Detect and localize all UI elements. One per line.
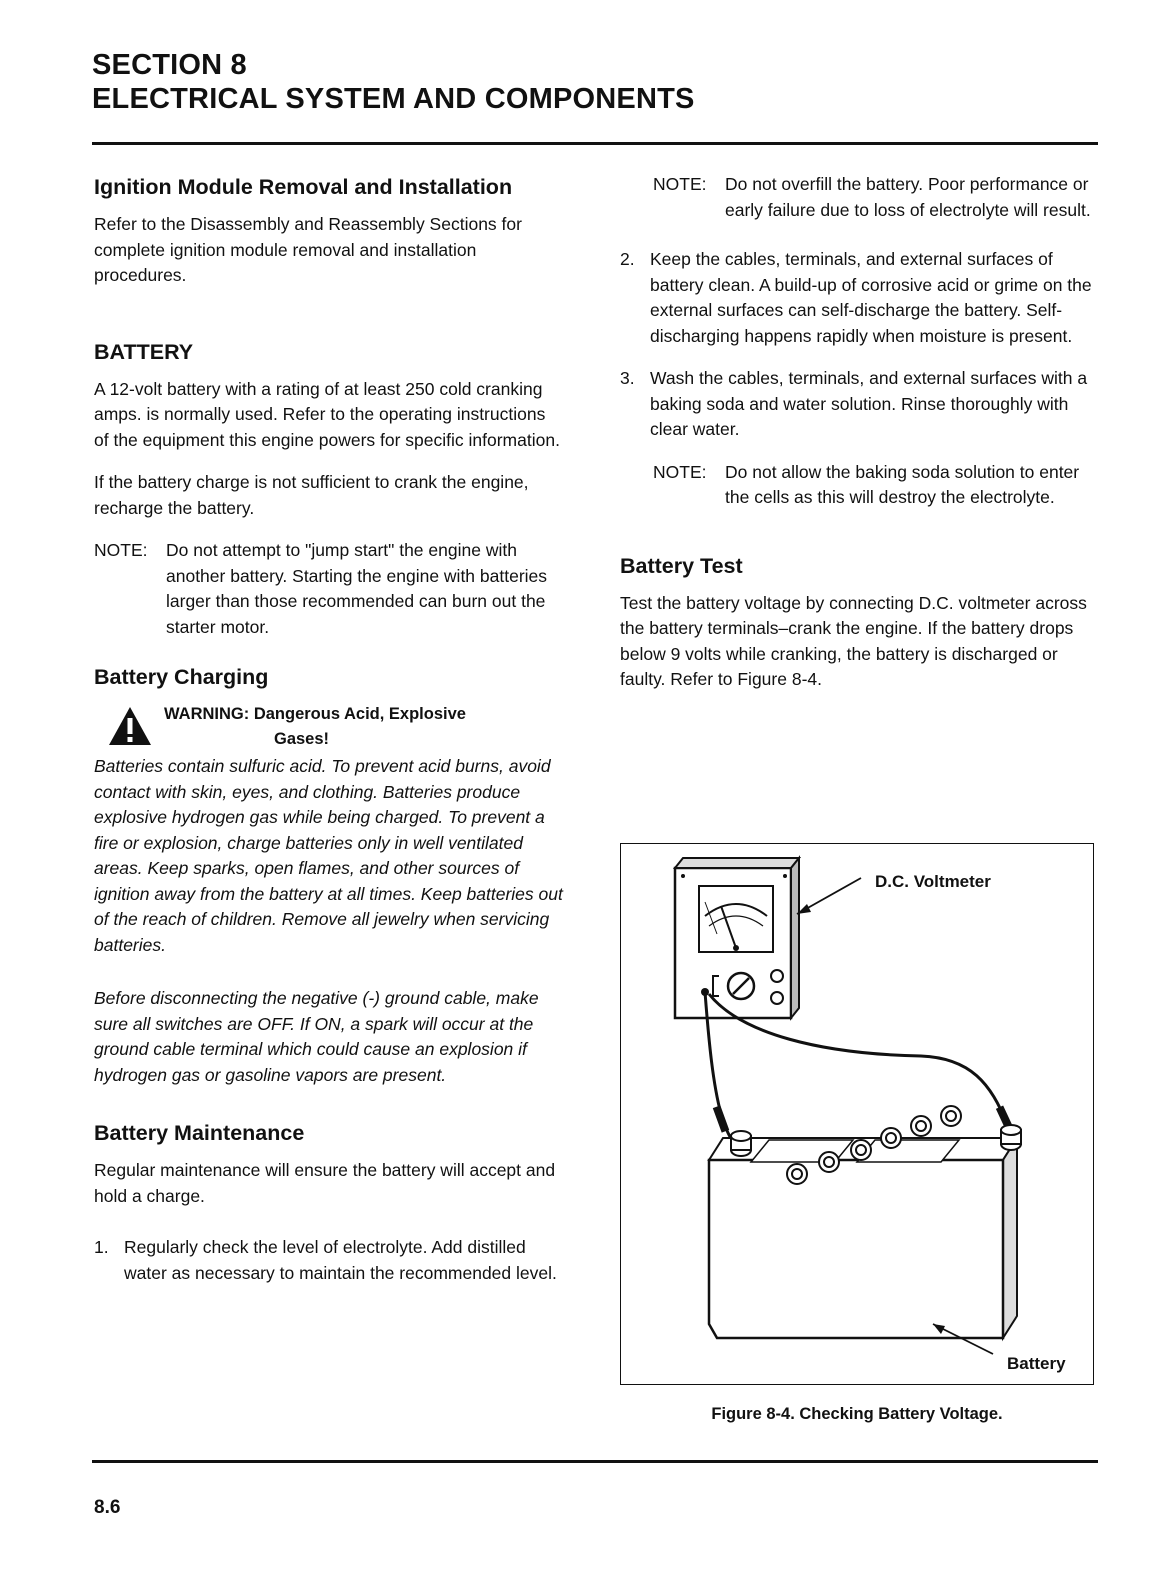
page-number: 8.6 <box>94 1497 121 1518</box>
right-column <box>620 172 1098 710</box>
battery-label: Battery <box>1007 1354 1066 1373</box>
item-number: 2. <box>620 249 635 269</box>
top-rule <box>92 142 1098 145</box>
section-header <box>92 48 695 116</box>
warning-block <box>94 702 564 752</box>
voltmeter-battery-illustration <box>621 844 1093 1384</box>
item-text: Regularly check the level of electrolyte. Add distilled water as necessary to maintain the recommended level. <box>124 1237 557 1283</box>
voltmeter-label: D.C. Voltmeter <box>875 872 991 891</box>
section-number: SECTION 8 <box>92 49 247 81</box>
maintenance-item-2 <box>620 247 1098 349</box>
note-label: NOTE: <box>653 461 707 482</box>
battery-test-heading: Battery Test <box>620 553 743 578</box>
maintenance-item-3 <box>620 366 1098 443</box>
maintenance-item-1 <box>94 1235 564 1286</box>
note-text: Do not overfill the battery. Poor performance or early failure due to loss of electrolyte will result. <box>725 174 1091 220</box>
baking-soda-note <box>653 460 1098 511</box>
voltmeter-graphic <box>675 858 799 1018</box>
left-column <box>94 172 564 1303</box>
warning-title-line2: Gases! <box>274 730 330 748</box>
note-label: NOTE: <box>94 540 148 560</box>
ignition-body: Refer to the Disassembly and Reassembly Sections for complete ignition module removal and installation procedures. <box>94 214 522 285</box>
figure-caption: Figure 8-4. Checking Battery Voltage. <box>711 1405 1003 1423</box>
bottom-rule <box>92 1460 1098 1463</box>
charging-heading: Battery Charging <box>94 665 269 689</box>
item-text: Wash the cables, terminals, and external surfaces with a baking soda and water solution. Rinse thoroughly with clear water. <box>650 368 1088 439</box>
battery-note <box>94 538 564 640</box>
ignition-heading: Ignition Module Removal and Installation <box>94 175 513 199</box>
battery-heading: BATTERY <box>94 339 194 364</box>
maintenance-intro: Regular maintenance will ensure the battery will accept and hold a charge. <box>94 1160 556 1206</box>
warning-title-line1: WARNING: Dangerous Acid, Explosive <box>164 705 466 723</box>
overfill-note <box>653 172 1098 223</box>
figure-8-4 <box>620 843 1094 1385</box>
warning-title <box>164 702 466 752</box>
battery-paragraph-1: A 12-volt battery with a rating of at least 250 cold cranking amps. is normally used. Refer to the operating instructions of the equipment this engine powers for specific information. <box>94 378 560 450</box>
note-label: NOTE: <box>653 174 707 194</box>
section-title: ELECTRICAL SYSTEM AND COMPONENTS <box>92 83 695 115</box>
battery-graphic <box>709 1106 1021 1338</box>
warning-paragraph-2: Before disconnecting the negative (-) ground cable, make sure all switches are OFF. If ON, a spark will occur at the ground cable terminal which could cause an explosion if hydrogen gas or gasoline vapors are present. <box>94 988 539 1085</box>
note-text: Do not attempt to "jump start" the engine with another battery. Starting the engine with batteries larger than those recommended can burn out the starter motor. <box>166 540 548 637</box>
item-number: 1. <box>94 1237 109 1257</box>
maintenance-heading: Battery Maintenance <box>94 1121 305 1145</box>
warning-triangle-icon <box>108 706 152 746</box>
battery-paragraph-2: If the battery charge is not sufficient to crank the engine, recharge the battery. <box>94 472 529 518</box>
warning-paragraph-1: Batteries contain sulfuric acid. To prevent acid burns, avoid contact with skin, eyes, and clothing. Batteries produce explosive hydrogen gas while being charged. To prevent a fire or explosion, charge batteries only in well ventilated areas. Keep sparks, open flames, and other sources of ignition away from the battery at all times. Keep batteries out of the reach of children. Remove all jewelry when servicing batteries. <box>94 756 563 955</box>
item-text: Keep the cables, terminals, and external surfaces of battery clean. A build-up of corrosive acid or grime on the external surfaces can self-discharge the battery. Self-discharging happens rapidly when moisture is present. <box>650 249 1092 346</box>
item-number: 3. <box>620 368 635 388</box>
battery-test-body: Test the battery voltage by connecting D.C. voltmeter across the battery terminals–crank the engine. If the battery drops below 9 volts while cranking, the battery is discharged or faulty. Refer to Figure 8-4. <box>620 592 1087 689</box>
note-text: Do not allow the baking soda solution to enter the cells as this will destroy the electrolyte. <box>725 461 1080 507</box>
